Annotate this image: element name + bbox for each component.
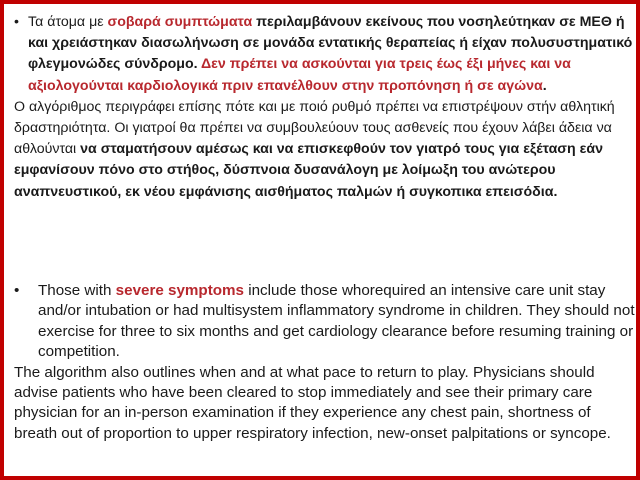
- english-paragraph-2: The algorithm also outlines when and at what pace to return to play. Physicians should advise patients who have been cleared to stop immediately and see their primary care physician for an in-person examination if they experience any chest pain, shortness of breath out of proportion to upper respiratory infection, new-onset palpitations or syncope.: [14, 363, 611, 442]
- greek-paragraph-2: [14, 97, 636, 203]
- greek-text-block: [14, 12, 636, 203]
- greek-p1-intro: Τα άτομα με: [28, 14, 108, 30]
- english-text-block: [14, 281, 636, 444]
- greek-p1-recommendation: Δεν πρέπει να ασκούνται για τρεις έως έξι μήνες και να αξιολογούνται καρδιολογικά πριν επανέλθουν στην προπόνηση ή σε αγώνα: [28, 56, 571, 94]
- english-p1-body: include those whorequired an intensive care unit stay and/or intubation or had multisystem inflammatory syndrome in children. They should not exercise for three to six months and get cardiology clearance before resuming training or competition.: [38, 282, 635, 361]
- english-p1-intro: Those with: [38, 282, 116, 299]
- greek-p2-advice: να σταματήσουν αμέσως και να επισκεφθούν τον γιατρό τους για εξέταση εάν εμφανίσουν πόνο στο στήθος, δύσπνοια δυσανάλογη με λοίμωξη του ανώτερου αναπνευστικού, εκ νέου εμφάνισης αισθήματος παλμών ή συγκοπικα επεισόδια: [14, 141, 603, 200]
- greek-p2-intro: Ο αλγόριθμος περιγράφει επίσης πότε και με ποιό ρυθμό πρέπει να επιστρέψουν στήν αθλητική δραστηριότητα. Οι γιατροί θα πρέπει να συμβουλεύουν τους ασθενείς που έχουν λάβει άδεια να αθλούνται: [14, 98, 615, 158]
- greek-bullet: •: [14, 14, 19, 30]
- greek-p1-end: .: [542, 77, 547, 94]
- english-severe-symptoms: severe symptoms: [115, 282, 244, 299]
- greek-p1-definition: περιλαμβάνουν εκείνους που νοσηλεύτηκαν σε ΜΕΘ ή και χρειάστηκαν διασωλήνωση σε μονάδα εντατικής θεραπείας ή είχαν πολυσυστηματικό φλεγμονώδες σύνδρομο.: [28, 14, 633, 73]
- greek-p2-end: .: [553, 183, 558, 200]
- english-paragraph-1: [14, 281, 636, 363]
- greek-severe-symptoms: σοβαρά συμπτώματα: [107, 14, 253, 30]
- greek-paragraph-1: [14, 12, 636, 97]
- english-bullet: •: [14, 282, 20, 299]
